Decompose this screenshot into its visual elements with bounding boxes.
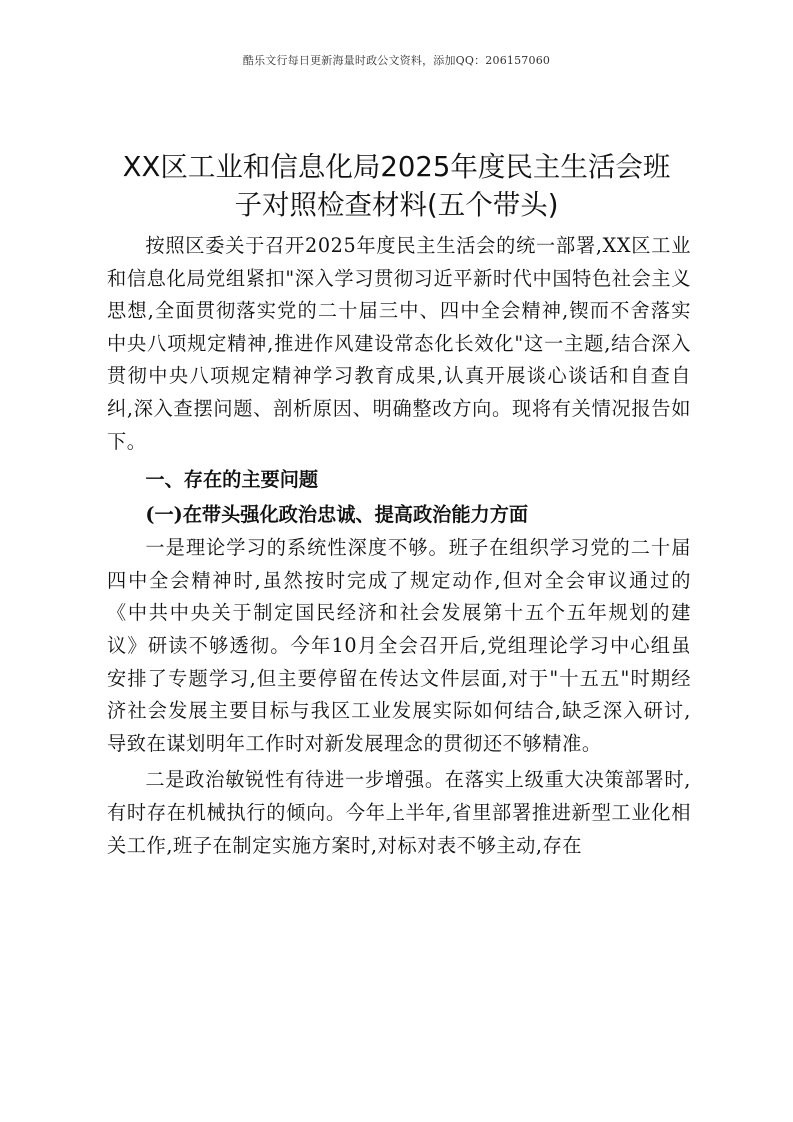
body-paragraph-2: 二是政治敏锐性有待进一步增强。在落实上级重大决策部署时,有时存在机械执行的倾向。今年上半年,省里部署推进新型工业化相关工作,班子在制定实施方案时,对标对表不够主动,存在 — [107, 768, 691, 857]
subsection-heading: (一)在带头强化政治忠诚、提高政治能力方面 — [145, 503, 529, 527]
header-note: 酷乐文行每日更新海量时政公文资料，添加QQ：206157060 — [242, 54, 551, 67]
document-body — [107, 230, 691, 862]
title-line-1: XX区工业和信息化局2025年度民主生活会班 — [122, 151, 671, 183]
body-paragraph-1: 一是理论学习的系统性深度不够。班子在组织学习党的二十届四中全会精神时,虽然按时完成了规定动作,但对全会审议通过的《中共中央关于制定国民经济和社会发展第十五个五年规划的建议》研读不够透彻。今年10月全会召开后,党组理论学习中心组虽安排了专题学习,但主要停留在传达文件层面,对于"十五五"时期经济社会发展主要目标与我区工业发展实际如何结合,缺乏深入研讨,导致在谋划明年工作时对新发展理念的贯彻还不够精准。 — [107, 536, 691, 755]
title-line-2: 子对照检查材料(五个带头) — [234, 189, 559, 221]
section-heading: 一、存在的主要问题 — [145, 468, 319, 492]
intro-paragraph: 按照区委关于召开2025年度民主生活会的统一部署,XX区工业和信息化局党组紧扣"深入学习贯彻习近平新时代中国特色社会主义思想,全面贯彻落实党的二十届三中、四中全会精神,锲而不舍落实中央八项规定精神,推进作风建设常态化长效化"这一主题,结合深入贯彻中央八项规定精神学习教育成果,认真开展谈心谈话和自查自纠,深入查摆问题、剖析原因、明确整改方向。现将有关情况报告如下。 — [107, 234, 691, 453]
document-title — [90, 148, 703, 224]
